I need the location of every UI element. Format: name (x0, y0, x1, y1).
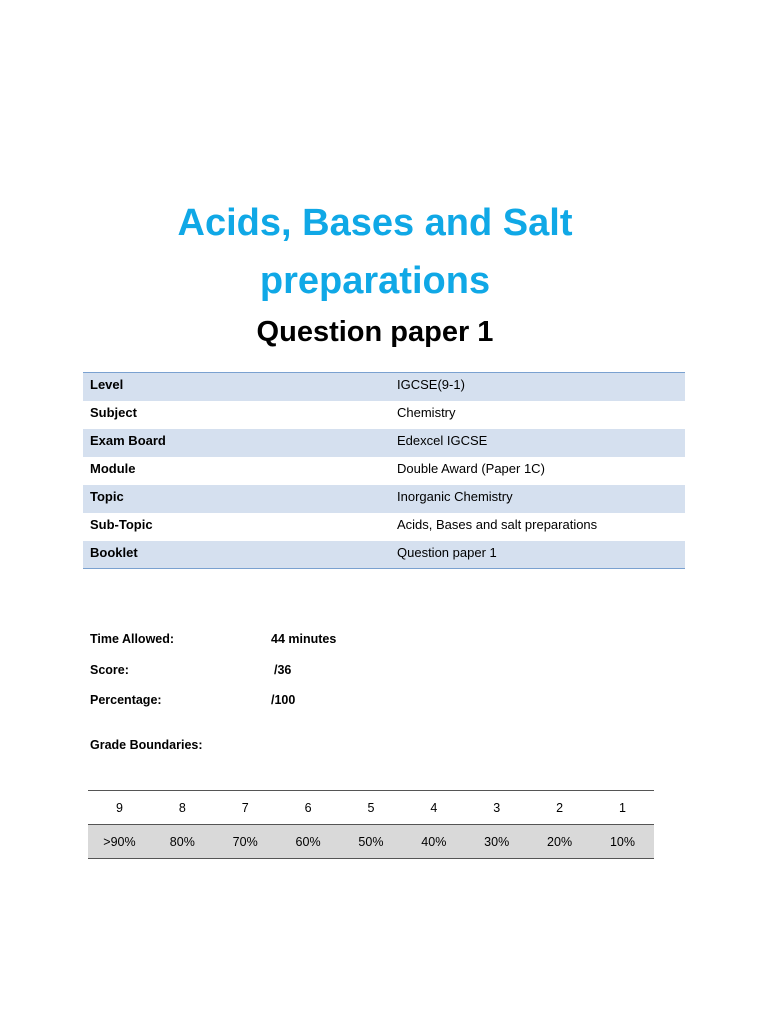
grade-cell: 4 (402, 791, 465, 825)
grade-cell: 8 (151, 791, 214, 825)
info-key: Sub-Topic (90, 516, 153, 532)
grade-boundaries-label: Grade Boundaries: (90, 738, 203, 752)
document-title-line-1: Acids, Bases and Salt (177, 202, 573, 244)
percentage-cell: 10% (591, 825, 654, 859)
table-row (83, 541, 685, 569)
time-allowed-value: 44 minutes (271, 632, 337, 646)
grade-boundaries-table (88, 790, 654, 859)
table-row (83, 513, 685, 541)
grade-cell: 5 (340, 791, 403, 825)
info-key: Subject (90, 404, 137, 420)
info-value: Acids, Bases and salt preparations (397, 516, 598, 532)
info-value: Chemistry (397, 404, 456, 420)
percentage-cell: >90% (88, 825, 151, 859)
grade-row (88, 791, 654, 825)
table-row (83, 401, 685, 429)
grade-cell: 2 (528, 791, 591, 825)
grade-cell: 7 (214, 791, 277, 825)
percentage-value: /100 (271, 693, 296, 707)
info-value: Question paper 1 (390, 541, 685, 569)
score-label: Score: (90, 663, 129, 677)
grade-cell: 1 (591, 791, 654, 825)
percentage-cell: 20% (528, 825, 591, 859)
percentage-label: Percentage: (90, 693, 162, 707)
percentage-cell: 40% (402, 825, 465, 859)
percentage-threshold-row (88, 825, 654, 859)
table-row (83, 429, 685, 457)
info-value: Edexcel IGCSE (390, 429, 685, 457)
percentage-cell: 50% (340, 825, 403, 859)
score-value: /36 (274, 663, 292, 677)
info-value: IGCSE(9-1) (390, 373, 685, 401)
document-title-line-2: preparations (259, 260, 491, 302)
info-key: Topic (83, 485, 390, 513)
grade-cell: 9 (88, 791, 151, 825)
percentage-cell: 60% (277, 825, 340, 859)
percentage-cell: 30% (465, 825, 528, 859)
table-row (83, 373, 685, 401)
percentage-cell: 70% (214, 825, 277, 859)
info-key: Exam Board (83, 429, 390, 457)
grade-cell: 3 (465, 791, 528, 825)
time-allowed-label: Time Allowed: (90, 632, 175, 646)
document-subtitle: Question paper 1 (256, 316, 494, 348)
table-row (83, 485, 685, 513)
table-row (83, 457, 685, 485)
info-value: Double Award (Paper 1C) (397, 460, 545, 476)
percentage-cell: 80% (151, 825, 214, 859)
grade-cell: 6 (277, 791, 340, 825)
info-key: Module (90, 460, 136, 476)
info-value: Inorganic Chemistry (390, 485, 685, 513)
info-key: Level (83, 373, 390, 401)
info-table (83, 372, 685, 569)
info-key: Booklet (83, 541, 390, 569)
